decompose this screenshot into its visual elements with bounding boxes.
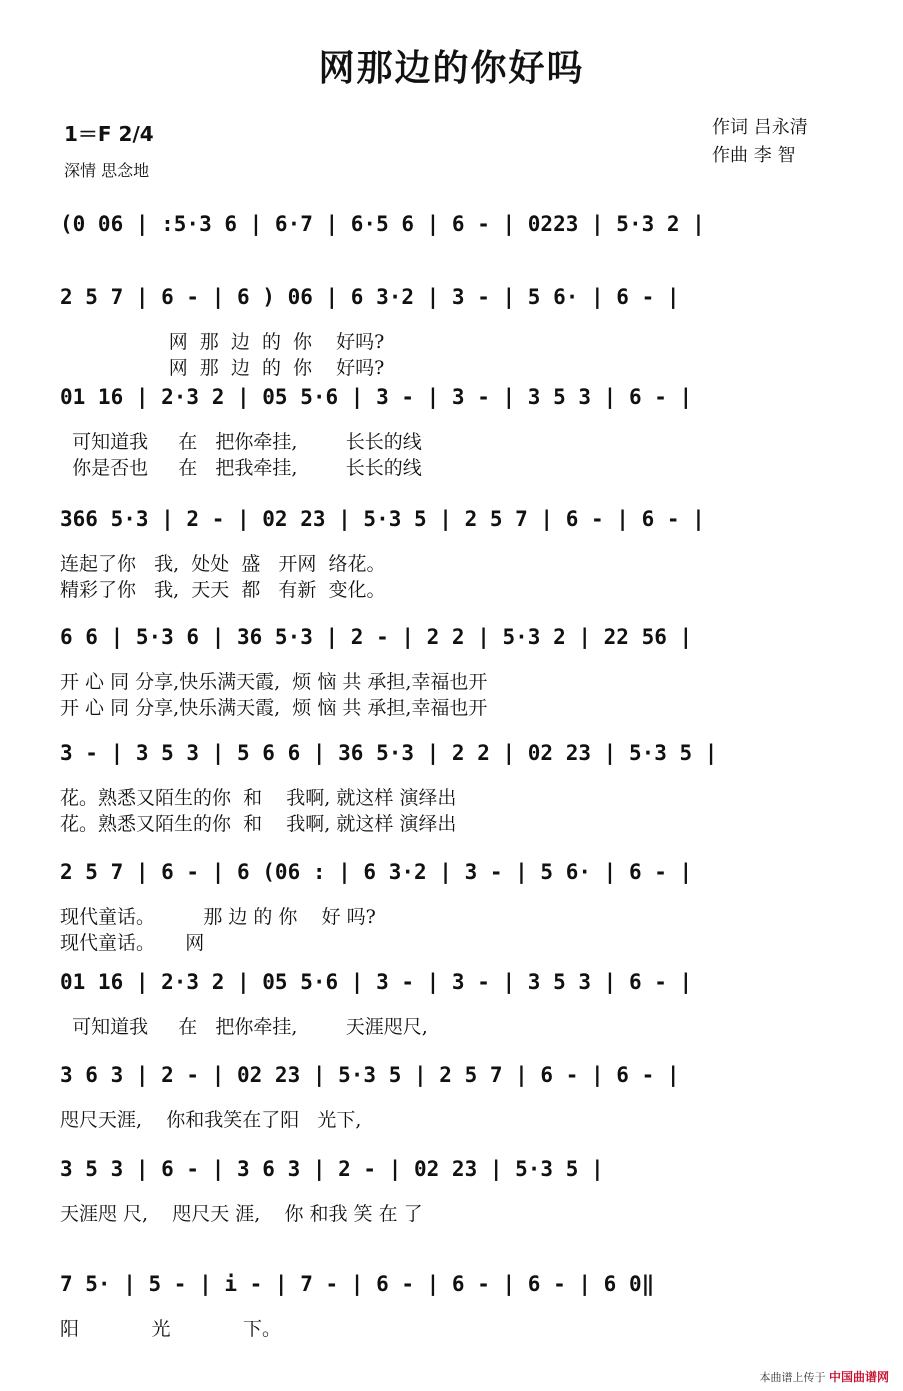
notation-line: 3 5 3 | 6 - | 3 6 3 | 2 - | 02 23 | 5·3 5 |	[60, 1157, 617, 1181]
song-title: 网那边的你好吗	[318, 48, 585, 89]
lyric-line: 花。熟悉又陌生的你 和 我啊, 就这样 演绎出	[60, 787, 457, 809]
lyric-line: 可知道我 在 把你牵挂, 长长的线	[60, 431, 422, 453]
lyric-line: 开 心 同 分享,快乐满天霞, 烦 恼 共 承担,幸福也开	[60, 697, 488, 719]
footer	[759, 1368, 889, 1385]
lyric-line: 你是否也 在 把我牵挂, 长长的线	[60, 457, 422, 479]
lyric-line: 网 那 边 的 你 好吗?	[60, 331, 385, 353]
credits	[712, 114, 808, 170]
notation-line: 6 6 | 5·3 6 | 36 5·3 | 2 - | 2 2 | 5·3 2 | 22 56 |	[60, 625, 705, 649]
composer: 作曲 李 智	[712, 145, 796, 166]
upload-note: 本曲谱上传于	[759, 1371, 826, 1384]
lyric-line: 网 那 边 的 你 好吗?	[60, 357, 385, 379]
notation-line: (0 06 | :5·3 6 | 6·7 | 6·5 6 | 6 - | 0223 | 5·3 2 |	[60, 212, 718, 236]
notation-line: 2 5 7 | 6 - | 6 ) 06 | 6 3·2 | 3 - | 5 6· | 6 - |	[60, 285, 693, 309]
notation-line: 366 5·3 | 2 - | 02 23 | 5·3 5 | 2 5 7 | 6 - | 6 - |	[60, 507, 718, 531]
lyric-line: 阳 光 下。	[60, 1318, 281, 1340]
lyricist: 作词 吕永清	[712, 117, 808, 138]
brand-logo: 中国曲谱网	[828, 1370, 889, 1384]
lyric-line: 现代童话。 网	[60, 932, 205, 954]
lyric-line: 连起了你 我, 处处 盛 开网 络花。	[60, 553, 386, 575]
notation-line: 7 5· | 5 - | i - | 7 - | 6 - | 6 - | 6 - | 6 0‖	[60, 1272, 655, 1296]
lyric-line: 开 心 同 分享,快乐满天霞, 烦 恼 共 承担,幸福也开	[60, 671, 488, 693]
key-signature: 1＝F 2/4	[64, 122, 154, 146]
lyric-line: 可知道我 在 把你牵挂, 天涯咫尺,	[60, 1016, 428, 1038]
tempo-marking: 深情 思念地	[64, 161, 150, 180]
lyric-line: 精彩了你 我, 天天 都 有新 变化。	[60, 579, 386, 601]
lyric-line: 花。熟悉又陌生的你 和 我啊, 就这样 演绎出	[60, 813, 457, 835]
notation-line: 01 16 | 2·3 2 | 05 5·6 | 3 - | 3 - | 3 5 3 | 6 - |	[60, 385, 705, 409]
lyric-line: 现代童话。 那 边 的 你 好 吗?	[60, 906, 376, 928]
notation-line: 3 - | 3 5 3 | 5 6 6 | 36 5·3 | 2 2 | 02 23 | 5·3 5 |	[60, 741, 731, 765]
lyric-line: 咫尺天涯, 你和我笑在了阳 光下,	[60, 1109, 362, 1131]
notation-line: 3 6 3 | 2 - | 02 23 | 5·3 5 | 2 5 7 | 6 - | 6 - |	[60, 1063, 693, 1087]
lyric-line: 天涯咫 尺, 咫尺天 涯, 你 和我 笑 在 了	[60, 1203, 423, 1225]
notation-line: 01 16 | 2·3 2 | 05 5·6 | 3 - | 3 - | 3 5 3 | 6 - |	[60, 970, 705, 994]
notation-line: 2 5 7 | 6 - | 6 (06 : | 6 3·2 | 3 - | 5 6· | 6 - |	[60, 860, 705, 884]
